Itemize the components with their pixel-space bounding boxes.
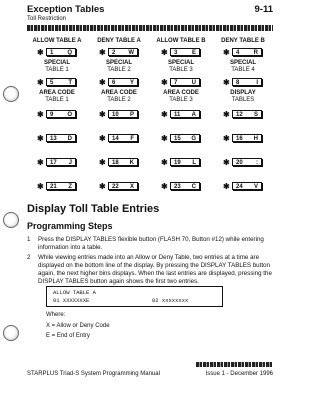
star-icon: ✱ bbox=[99, 182, 106, 191]
key-letter: Y bbox=[129, 80, 134, 86]
key-cell bbox=[213, 78, 273, 88]
key-cell bbox=[213, 158, 273, 168]
star-icon: ✱ bbox=[99, 134, 106, 143]
key-cell bbox=[27, 134, 87, 144]
key-cell bbox=[27, 182, 87, 192]
key-number: 9 bbox=[50, 112, 54, 118]
keypad-button[interactable] bbox=[232, 182, 262, 190]
star-icon: ✱ bbox=[161, 158, 168, 167]
key-number: 20 bbox=[236, 160, 243, 166]
key-letter: V bbox=[253, 184, 258, 190]
key-number: 22 bbox=[112, 184, 119, 190]
keypad-button[interactable] bbox=[108, 78, 138, 86]
keypad-button[interactable] bbox=[170, 182, 200, 190]
keypad-button[interactable] bbox=[108, 110, 138, 118]
key-cell bbox=[151, 182, 211, 192]
table-label: SPECIAL bbox=[105, 60, 132, 66]
star-icon: ✱ bbox=[223, 134, 230, 143]
key-cell bbox=[213, 134, 273, 144]
display-entry-2: 02 xxxxxxxx bbox=[152, 297, 189, 304]
table-label: AREA CODE bbox=[163, 90, 199, 96]
column-title: DENY TABLE A bbox=[97, 38, 141, 44]
key-number: 18 bbox=[112, 160, 119, 166]
keypad-button[interactable] bbox=[46, 134, 76, 142]
key-cell bbox=[27, 78, 87, 88]
key-cell bbox=[213, 110, 273, 120]
keypad-button[interactable] bbox=[170, 110, 200, 118]
key-number: 24 bbox=[236, 184, 243, 190]
keypad-button[interactable] bbox=[170, 78, 200, 86]
key-letter: Q bbox=[67, 50, 72, 56]
key-letter: L bbox=[192, 160, 196, 166]
star-icon: ✱ bbox=[37, 134, 44, 143]
keypad-button[interactable] bbox=[46, 110, 76, 118]
step-text: Press the DISPLAY TABLES flexible button (FLASH 70, Button #12) while entering information into a table. bbox=[38, 236, 264, 251]
star-icon: ✱ bbox=[99, 78, 106, 87]
key-letter: T bbox=[68, 80, 72, 86]
star-icon: ✱ bbox=[37, 158, 44, 167]
key-letter: S bbox=[253, 112, 258, 118]
keypad-button[interactable] bbox=[170, 134, 200, 142]
footer-manual: STARPLUS Triad-S System Programming Manual bbox=[27, 371, 160, 377]
key-cell bbox=[213, 48, 273, 58]
key-letter: J bbox=[68, 160, 72, 166]
key-cell bbox=[89, 158, 149, 168]
step-number: 1 bbox=[27, 236, 31, 243]
key-cell bbox=[89, 182, 149, 192]
table-label: TABLES bbox=[231, 97, 255, 103]
table-label: AREA CODE bbox=[39, 90, 75, 96]
key-cell bbox=[151, 134, 211, 144]
key-letter: I bbox=[256, 80, 258, 86]
star-icon: ✱ bbox=[223, 48, 230, 57]
key-number: 2 bbox=[112, 50, 116, 56]
key-letter: H bbox=[253, 136, 258, 142]
key-number: 1 bbox=[50, 50, 54, 56]
table-label: SPECIAL bbox=[43, 60, 70, 66]
star-icon: ✱ bbox=[37, 182, 44, 191]
key-number: 6 bbox=[112, 80, 116, 86]
where-label: Where: bbox=[46, 312, 66, 318]
star-icon: ✱ bbox=[161, 48, 168, 57]
keypad-button[interactable] bbox=[46, 78, 76, 86]
button-grid bbox=[27, 38, 273, 200]
table-label: AREA CODE bbox=[101, 90, 137, 96]
key-letter: Z bbox=[68, 184, 72, 190]
keypad-button[interactable] bbox=[170, 158, 200, 166]
key-cell bbox=[89, 78, 149, 88]
key-letter: U bbox=[191, 80, 196, 86]
key-letter: X bbox=[129, 184, 134, 190]
star-icon: ✱ bbox=[99, 110, 106, 119]
where-x: X = Allow or Deny Code bbox=[46, 323, 110, 329]
table-label: SPECIAL bbox=[229, 60, 256, 66]
step-number: 2 bbox=[27, 254, 31, 261]
keypad-button[interactable] bbox=[232, 134, 262, 142]
star-icon: ✱ bbox=[99, 158, 106, 167]
column-title: DENY TABLE B bbox=[221, 38, 265, 44]
keypad-button[interactable] bbox=[108, 134, 138, 142]
key-cell bbox=[27, 48, 87, 58]
keypad-button[interactable] bbox=[232, 48, 262, 56]
display-line-1: ALLOW TABLE A bbox=[53, 289, 96, 296]
key-letter: W bbox=[128, 50, 134, 56]
star-icon: ✱ bbox=[223, 78, 230, 87]
key-cell bbox=[89, 110, 149, 120]
punch-hole bbox=[3, 212, 19, 228]
key-letter: E bbox=[191, 50, 196, 56]
key-letter: R bbox=[253, 50, 258, 56]
keypad-button[interactable] bbox=[46, 158, 76, 166]
keypad-button[interactable] bbox=[108, 48, 138, 56]
table-label: TABLE 2 bbox=[107, 67, 131, 73]
key-letter: O bbox=[67, 112, 72, 118]
column-title: ALLOW TABLE A bbox=[32, 38, 82, 44]
keypad-button[interactable] bbox=[232, 78, 262, 86]
key-number: 12 bbox=[236, 112, 243, 118]
key-number: 17 bbox=[50, 160, 57, 166]
key-letter: C bbox=[191, 184, 196, 190]
key-number: 3 bbox=[174, 50, 178, 56]
keypad-button[interactable] bbox=[232, 110, 262, 118]
star-icon: ✱ bbox=[99, 48, 106, 57]
where-e: E = End of Entry bbox=[46, 333, 90, 339]
page-title: Exception Tables bbox=[27, 4, 105, 15]
table-label: DISPLAY bbox=[230, 90, 256, 96]
star-icon: ✱ bbox=[161, 182, 168, 191]
key-number: 15 bbox=[174, 136, 181, 142]
star-icon: ✱ bbox=[37, 78, 44, 87]
key-number: 19 bbox=[174, 160, 181, 166]
page-subtitle: Toll Restriction bbox=[27, 16, 67, 22]
key-cell bbox=[151, 158, 211, 168]
key-letter: P bbox=[129, 112, 134, 118]
keypad-button[interactable] bbox=[46, 182, 76, 190]
key-number: 21 bbox=[50, 184, 57, 190]
key-cell bbox=[213, 182, 273, 192]
key-cell bbox=[27, 158, 87, 168]
table-label: TABLE 2 bbox=[107, 97, 131, 103]
section-title: Display Toll Table Entries bbox=[27, 203, 160, 215]
key-number: 4 bbox=[236, 50, 240, 56]
page-number: 9-11 bbox=[254, 4, 273, 15]
star-icon: ✱ bbox=[223, 110, 230, 119]
star-icon: ✱ bbox=[161, 110, 168, 119]
punch-hole bbox=[3, 325, 19, 341]
steps-title: Programming Steps bbox=[27, 221, 113, 231]
key-letter: K bbox=[129, 160, 134, 166]
table-label: SPECIAL bbox=[167, 60, 194, 66]
lcd-display bbox=[46, 286, 223, 307]
table-label: TABLE 1 bbox=[45, 97, 69, 103]
punch-hole bbox=[3, 86, 19, 102]
key-number: 10 bbox=[112, 112, 119, 118]
star-icon: ✱ bbox=[37, 48, 44, 57]
key-cell bbox=[151, 110, 211, 120]
header-band bbox=[27, 25, 273, 31]
key-cell bbox=[89, 48, 149, 58]
key-number: 5 bbox=[50, 80, 54, 86]
key-number: 16 bbox=[236, 136, 243, 142]
key-letter: F bbox=[130, 136, 134, 142]
keypad-button[interactable] bbox=[232, 158, 262, 166]
table-label: TABLE 1 bbox=[45, 67, 69, 73]
keypad-button[interactable] bbox=[108, 158, 138, 166]
star-icon: ✱ bbox=[161, 134, 168, 143]
star-icon: ✱ bbox=[223, 158, 230, 167]
key-letter: D bbox=[67, 136, 72, 142]
key-cell bbox=[151, 78, 211, 88]
table-label: TABLE 4 bbox=[231, 67, 255, 73]
column-title: ALLOW TABLE B bbox=[156, 38, 206, 44]
footer-issue: Issue 1 - December 1996 bbox=[205, 371, 273, 377]
star-icon: ✱ bbox=[37, 110, 44, 119]
star-icon: ✱ bbox=[223, 182, 230, 191]
keypad-button[interactable] bbox=[46, 48, 76, 56]
key-number: 23 bbox=[174, 184, 181, 190]
key-number: 13 bbox=[50, 136, 57, 142]
key-number: 8 bbox=[236, 80, 240, 86]
keypad-button[interactable] bbox=[170, 48, 200, 56]
key-cell bbox=[27, 110, 87, 120]
key-letter: : bbox=[256, 160, 258, 166]
footer-band bbox=[196, 362, 273, 367]
key-number: 14 bbox=[112, 136, 119, 142]
table-label: TABLE 3 bbox=[169, 97, 193, 103]
display-entry-1: 01 XXXXXXXE bbox=[53, 297, 90, 304]
keypad-button[interactable] bbox=[108, 182, 138, 190]
key-cell bbox=[89, 134, 149, 144]
table-label: TABLE 3 bbox=[169, 67, 193, 73]
step-text: While viewing entries made into an Allow or Deny Table, two entries at a time are displayed on the bottom line of the display. By pressing the DISPLAY TABLES button again, the next higher bins displays. When the last entries are displayed, pressing the DISPLAY TABLES button again shows the first two entries. bbox=[38, 254, 272, 285]
key-letter: G bbox=[191, 136, 196, 142]
star-icon: ✱ bbox=[161, 78, 168, 87]
key-number: 7 bbox=[174, 80, 178, 86]
key-cell bbox=[151, 48, 211, 58]
key-letter: A bbox=[191, 112, 196, 118]
key-number: 11 bbox=[174, 112, 181, 118]
